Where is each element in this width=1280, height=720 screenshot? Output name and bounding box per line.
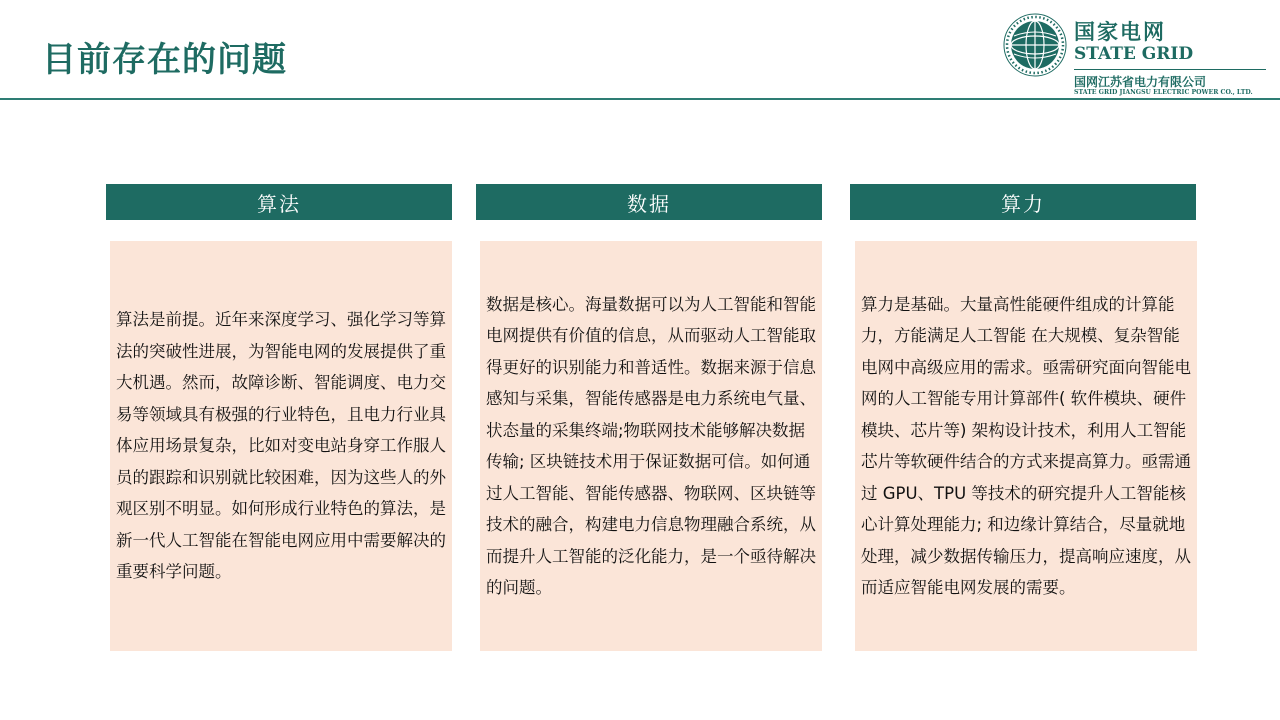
- logo-name-cn: 国家电网: [1074, 20, 1166, 44]
- header-divider: [0, 98, 1280, 100]
- logo-company-en: STATE GRID JIANGSU ELECTRIC POWER CO., LTD.: [1074, 89, 1253, 96]
- state-grid-globe-icon: [1002, 12, 1068, 78]
- page-title: 目前存在的问题: [42, 40, 287, 80]
- column-text-compute: 算力是基础。大量高性能硬件组成的计算能力，方能满足人工智能 在大规模、复杂智能电网中高级应用的需求。亟需研究面向智能电网的人工智能专用计算部件( 软件模块、硬件模块、芯片等) 架构设计技术，利用人工智能芯片等软硬件结合的方式来提高算力。亟需通过 GPU、TPU 等技术的研究提升人工智能核心计算处理能力; 和边缘计算结合，尽量就地处理，减少数据传输压力，提高响应速度，从而适应智能电网发展的需要。: [861, 294, 1191, 597]
- column-header-data: 数据: [476, 184, 822, 220]
- column-text-algorithm: 算法是前提。近年来深度学习、强化学习等算法的突破性进展，为智能电网的发展提供了重大机遇。然而，故障诊断、智能调度、电力交易等领域具有极强的行业特色，且电力行业具体应用场景复杂，比如对变电站身穿工作服人员的跟踪和识别就比较困难，因为这些人的外观区别不明显。如何形成行业特色的算法，是新一代人工智能在智能电网应用中需要解决的重要科学问题。: [116, 310, 446, 582]
- state-grid-logo: [1002, 10, 1274, 94]
- logo-divider: [1074, 69, 1266, 70]
- column-box-algorithm: [110, 241, 452, 651]
- column-box-compute: [855, 241, 1197, 651]
- logo-company-cn: 国网江苏省电力有限公司: [1074, 75, 1207, 89]
- column-box-data: [480, 241, 822, 651]
- column-header-compute: 算力: [850, 184, 1196, 220]
- column-header-algorithm: 算法: [106, 184, 452, 220]
- column-text-data: 数据是核心。海量数据可以为人工智能和智能电网提供有价值的信息，从而驱动人工智能取得更好的识别能力和普适性。数据来源于信息感知与采集，智能传感器是电力系统电气量、状态量的采集终端;物联网技术能够解决数据传输; 区块链技术用于保证数据可信。如何通过人工智能、智能传感器、物联网、区块链等技术的融合，构建电力信息物理融合系统，从而提升人工智能的泛化能力，是一个亟待解决的问题。: [486, 294, 816, 597]
- logo-name-en: STATE GRID: [1074, 44, 1194, 64]
